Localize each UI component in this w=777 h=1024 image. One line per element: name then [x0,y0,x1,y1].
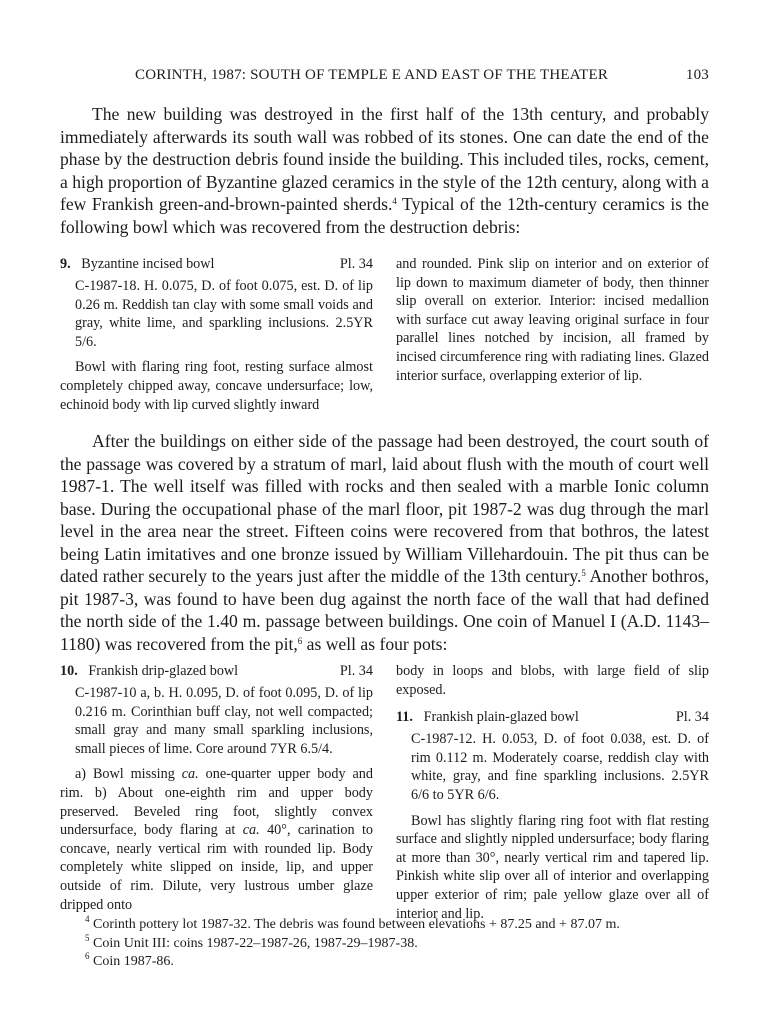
entry-title: Byzantine incised bowl [81,256,215,272]
plate-reference: Pl. 34 [339,256,373,272]
entry-9-heading [60,255,373,274]
footnote-ref-4[interactable]: 4 [392,196,397,206]
running-title: CORINTH, 1987: SOUTH OF TEMPLE E AND EAST OF THE THEATER [135,67,609,83]
body-paragraph-1 [60,103,709,238]
para2-text-d: as well as four pots: [302,633,448,654]
running-header [60,67,709,87]
footnote-ref-5[interactable]: 5 [581,568,586,578]
entry-10-specs: C-1987-10 a, b. H. 0.095, D. of foot 0.095, D. of lip 0.216 m. Corinthian buff clay, not well compacted; small gray and many small sparkling inclusions, small pieces of lime. Core around 7YR 6.5/4. [75,685,373,757]
catalog-entry-10 [60,662,373,914]
desc-part: a) Bowl missing [75,766,182,783]
footnote-text: Coin Unit III: coins 1987-22–1987-26, 1987-29–1987-38. [89,935,418,951]
entry-10-description [60,765,373,914]
plate-reference: Pl. 34 [675,709,709,726]
para2-text-b: Another bothros, pit 1987-3, was found to have been dug against the north face of the wall that had defined the north side of the 1.40 m. passage between buildings. One coin of Manuel I ( [60,566,709,631]
plate-reference: Pl. 34 [339,663,373,679]
body-paragraph-2 [60,430,709,655]
desc-italic: ca. [181,766,199,783]
entry-9-specs: C-1987-18. H. 0.075, D. of foot 0.075, est. D. of lip 0.26 m. Reddish tan clay with some small voids and gray, white lime, and sparkling inclusions. 2.5YR 5/6. [75,278,373,350]
entry-number: 9. [60,256,71,272]
catalog-entry-9 [60,255,373,414]
desc-italic: ca. [242,822,260,839]
para1-text-b: Typical of the 12th-century ceramics is the following bowl which was recovered from the destruction debris: [60,194,709,237]
footnote-text: Coin 1987-86. [89,954,174,969]
footnote-text: Corinth pottery lot 1987-32. The debris was found between elevations + 87.25 and + 87.07 m. [89,917,620,932]
para2-text-c: 1143–1180) was recovered from the pit, [60,611,709,654]
entry-9-description: Bowl with flaring ring foot, resting surface almost completely chipped away, concave undersurface; low, echinoid body with lip curved slightly inward [60,359,373,413]
catalog-entry-9-continued [396,255,709,385]
right-column-lower [396,662,709,923]
entry-title: Frankish plain-glazed bowl [423,709,579,726]
footnote-6 [60,953,709,972]
entry-10-heading [60,662,373,681]
entry-number: 11. [396,709,413,726]
footnote-number: 6 [85,951,90,961]
para1-text-a: The new building was destroyed in the first half of the 13th century, and probably immediately afterwards its south wall was robbed of its stones. One can date the end of the phase by the destruction debris found inside the building. This included tiles, rocks, cement, a high proportion of Byzantine glazed ceramics in the style of the 12th century, along with a few Frankish green-and-brown-painted sherds. [60,104,709,214]
footnote-ref-6[interactable]: 6 [297,635,303,646]
para2-text-a: After the buildings on either side of the passage had been destroyed, the court south of the passage was covered by a stratum of marl, laid about flush with the mouth of court well 1987-1. The well itself was filled with rocks and then sealed with a marble Ionic column base. During the occupational phase of the marl floor, pit 1987-2 was dug through the marl level in the area near the street. Fifteen coins were recovered from that bothros, the latest being Latin imitatives and one bronze issued by William Villehardouin. The pit thus can be dated rather securely to the years just after the middle of the 13th century. [60,431,709,586]
entry-number: 10. [60,663,78,679]
page-number: 103 [685,67,709,83]
desc-part: one-quarter upper body and rim. b) About one-eighth rim and upper body preserved. Beveled ring foot, slightly convex undersurface, body flaring at [60,766,373,839]
era-abbrev: A.D. [626,611,661,631]
footnote-5 [60,932,709,954]
entry-title: Frankish drip-glazed bowl [88,663,239,679]
footnote-number: 4 [85,914,90,924]
entry-10-description-cont: body in loops and blobs, with large field of slip exposed. [396,663,709,698]
entry-11-specs: C-1987-12. H. 0.053, D. of foot 0.038, est. D. of rim 0.112 m. Moderately coarse, reddish clay with white, gray, and fine sparkling inclusions. 2.5YR 6/6 to 5YR 6/6. [411,731,709,803]
entry-11-heading [396,708,709,727]
footnote-4 [60,916,709,935]
footnote-number: 5 [85,932,90,943]
entry-9-description-cont: and rounded. Pink slip on interior and on exterior of lip down to maximum diameter of body, then thinner slip overall on exterior. Interior: incised medallion with surface cut away leaving original surface in four parallel lines notched by incision, all framed by incised circumference ring with radiating lines. Glazed interior surface, overlapping exterior of lip. [396,256,709,384]
footnotes [60,916,709,972]
desc-part: 40°, carination to concave, nearly vertical rim with rounded lip. Body completely white slipped on inside, lip, and upper outside of rim. Dilute, very lustrous umber glaze dripped onto [60,822,373,913]
entry-11-description: Bowl has slightly flaring ring foot with flat resting surface and slightly nippled undersurface; body flaring at more than 30°, nearly vertical rim and tapered lip. Pinkish white slip over all of interior and overlapping upper exterior of rim; pale yellow glaze over all of interior and lip. [396,812,709,922]
